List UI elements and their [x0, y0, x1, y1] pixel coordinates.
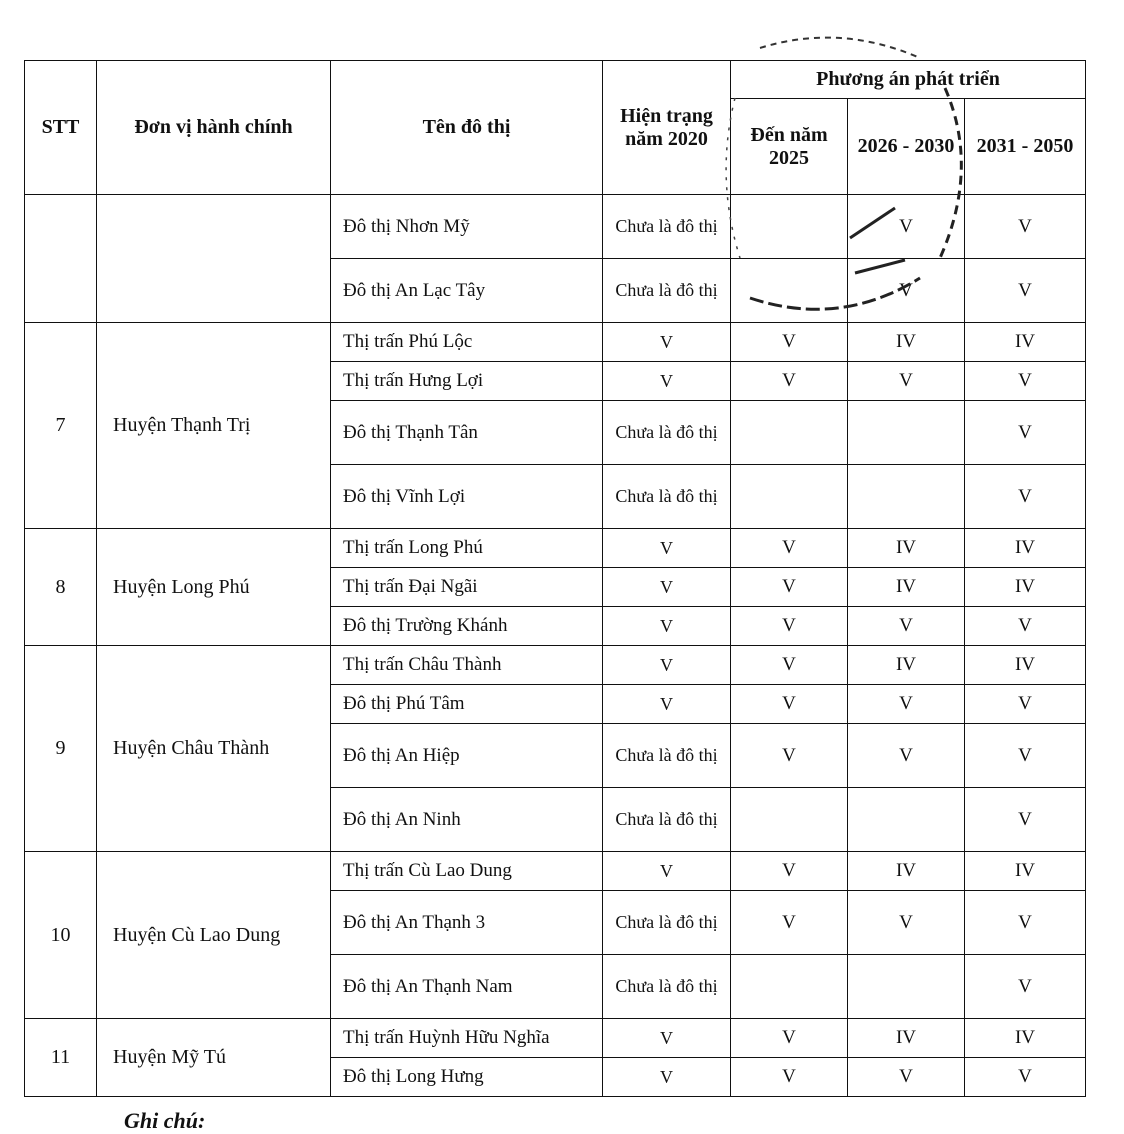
current-status-cell: V — [603, 685, 731, 724]
period-2050-cell: IV — [965, 568, 1086, 607]
period-2025-cell: V — [731, 852, 848, 891]
unit-cell: Huyện Mỹ Tú — [97, 1019, 331, 1097]
period-2050-cell: V — [965, 685, 1086, 724]
period-2025-cell — [731, 955, 848, 1019]
footnote-label: Ghi chú: — [124, 1108, 206, 1133]
period-2025-cell — [731, 465, 848, 529]
period-2050-cell: V — [965, 788, 1086, 852]
period-2050-cell: V — [965, 607, 1086, 646]
urban-name-cell: Đô thị Long Hưng — [331, 1058, 603, 1097]
period-2025-cell — [731, 788, 848, 852]
stt-cell: 7 — [25, 323, 97, 529]
unit-cell: Huyện Châu Thành — [97, 646, 331, 852]
period-2050-cell: V — [965, 401, 1086, 465]
period-2030-cell: V — [848, 1058, 965, 1097]
unit-cell: Huyện Thạnh Trị — [97, 323, 331, 529]
table-row — [25, 852, 1086, 891]
period-2050-cell: IV — [965, 529, 1086, 568]
period-2030-cell: V — [848, 607, 965, 646]
period-2030-cell: IV — [848, 568, 965, 607]
unit-cell: Huyện Cù Lao Dung — [97, 852, 331, 1019]
current-status-cell: V — [603, 646, 731, 685]
period-2050-cell: V — [965, 891, 1086, 955]
header-current: Hiện trạng năm 2020 — [603, 61, 731, 195]
period-2025-cell: V — [731, 607, 848, 646]
period-2025-cell: V — [731, 1058, 848, 1097]
header-period-2030: 2026 - 2030 — [848, 99, 965, 195]
urban-name-cell: Đô thị Vĩnh Lợi — [331, 465, 603, 529]
urban-name-cell: Đô thị Phú Tâm — [331, 685, 603, 724]
current-status-cell: Chưa là đô thị — [603, 259, 731, 323]
urban-name-cell: Thị trấn Phú Lộc — [331, 323, 603, 362]
period-2030-cell: V — [848, 724, 965, 788]
urban-name-cell: Đô thị An Thạnh 3 — [331, 891, 603, 955]
header-period-2050: 2031 - 2050 — [965, 99, 1086, 195]
urban-name-cell: Thị trấn Đại Ngãi — [331, 568, 603, 607]
table-row — [25, 1019, 1086, 1058]
current-status-cell: V — [603, 568, 731, 607]
urban-name-cell: Đô thị Nhơn Mỹ — [331, 195, 603, 259]
period-2030-cell: V — [848, 195, 965, 259]
urban-development-table — [24, 60, 1086, 1097]
current-status-cell: Chưa là đô thị — [603, 724, 731, 788]
period-2030-cell: V — [848, 891, 965, 955]
table-row — [25, 529, 1086, 568]
current-status-cell: Chưa là đô thị — [603, 465, 731, 529]
period-2025-cell — [731, 401, 848, 465]
current-status-cell: V — [603, 852, 731, 891]
period-2050-cell: V — [965, 955, 1086, 1019]
period-2050-cell: V — [965, 465, 1086, 529]
urban-name-cell: Đô thị An Lạc Tây — [331, 259, 603, 323]
period-2030-cell — [848, 788, 965, 852]
header-plan: Phương án phát triển — [731, 61, 1086, 99]
urban-name-cell: Thị trấn Cù Lao Dung — [331, 852, 603, 891]
urban-name-cell: Thị trấn Châu Thành — [331, 646, 603, 685]
period-2050-cell: IV — [965, 1019, 1086, 1058]
current-status-cell: V — [603, 529, 731, 568]
current-status-cell: V — [603, 607, 731, 646]
period-2030-cell: IV — [848, 646, 965, 685]
period-2050-cell: IV — [965, 646, 1086, 685]
header-stt: STT — [25, 61, 97, 195]
period-2025-cell — [731, 195, 848, 259]
urban-name-cell: Đô thị An Ninh — [331, 788, 603, 852]
period-2025-cell — [731, 259, 848, 323]
urban-name-cell: Thị trấn Hưng Lợi — [331, 362, 603, 401]
current-status-cell: Chưa là đô thị — [603, 401, 731, 465]
period-2025-cell: V — [731, 529, 848, 568]
header-unit: Đơn vị hành chính — [97, 61, 331, 195]
urban-name-cell: Đô thị Trường Khánh — [331, 607, 603, 646]
stt-cell: 11 — [25, 1019, 97, 1097]
stt-cell: 10 — [25, 852, 97, 1019]
period-2030-cell: V — [848, 685, 965, 724]
period-2030-cell: V — [848, 362, 965, 401]
header-urban: Tên đô thị — [331, 61, 603, 195]
urban-name-cell: Thị trấn Huỳnh Hữu Nghĩa — [331, 1019, 603, 1058]
current-status-cell: V — [603, 1058, 731, 1097]
header-period-2025: Đến năm 2025 — [731, 99, 848, 195]
period-2050-cell: V — [965, 195, 1086, 259]
urban-name-cell: Đô thị An Hiệp — [331, 724, 603, 788]
period-2050-cell: V — [965, 724, 1086, 788]
period-2030-cell: IV — [848, 529, 965, 568]
stt-cell: 8 — [25, 529, 97, 646]
period-2050-cell: IV — [965, 323, 1086, 362]
current-status-cell: Chưa là đô thị — [603, 955, 731, 1019]
stt-cell: 9 — [25, 646, 97, 852]
table-body — [25, 195, 1086, 1097]
period-2025-cell: V — [731, 1019, 848, 1058]
period-2050-cell: V — [965, 362, 1086, 401]
period-2050-cell: IV — [965, 852, 1086, 891]
table-row — [25, 646, 1086, 685]
current-status-cell: V — [603, 323, 731, 362]
period-2025-cell: V — [731, 323, 848, 362]
period-2025-cell: V — [731, 646, 848, 685]
period-2050-cell: V — [965, 259, 1086, 323]
period-2030-cell — [848, 955, 965, 1019]
period-2030-cell — [848, 465, 965, 529]
current-status-cell: Chưa là đô thị — [603, 891, 731, 955]
current-status-cell: V — [603, 362, 731, 401]
urban-name-cell: Thị trấn Long Phú — [331, 529, 603, 568]
period-2030-cell: V — [848, 259, 965, 323]
urban-name-cell: Đô thị Thạnh Tân — [331, 401, 603, 465]
current-status-cell: Chưa là đô thị — [603, 195, 731, 259]
period-2025-cell: V — [731, 568, 848, 607]
period-2050-cell: V — [965, 1058, 1086, 1097]
period-2030-cell: IV — [848, 323, 965, 362]
period-2025-cell: V — [731, 362, 848, 401]
table-row — [25, 195, 1086, 259]
period-2025-cell: V — [731, 685, 848, 724]
period-2030-cell: IV — [848, 1019, 965, 1058]
table-row — [25, 323, 1086, 362]
urban-name-cell: Đô thị An Thạnh Nam — [331, 955, 603, 1019]
period-2030-cell: IV — [848, 852, 965, 891]
unit-cell — [97, 195, 331, 323]
stt-cell — [25, 195, 97, 323]
period-2025-cell: V — [731, 724, 848, 788]
current-status-cell: V — [603, 1019, 731, 1058]
period-2030-cell — [848, 401, 965, 465]
unit-cell: Huyện Long Phú — [97, 529, 331, 646]
current-status-cell: Chưa là đô thị — [603, 788, 731, 852]
period-2025-cell: V — [731, 891, 848, 955]
